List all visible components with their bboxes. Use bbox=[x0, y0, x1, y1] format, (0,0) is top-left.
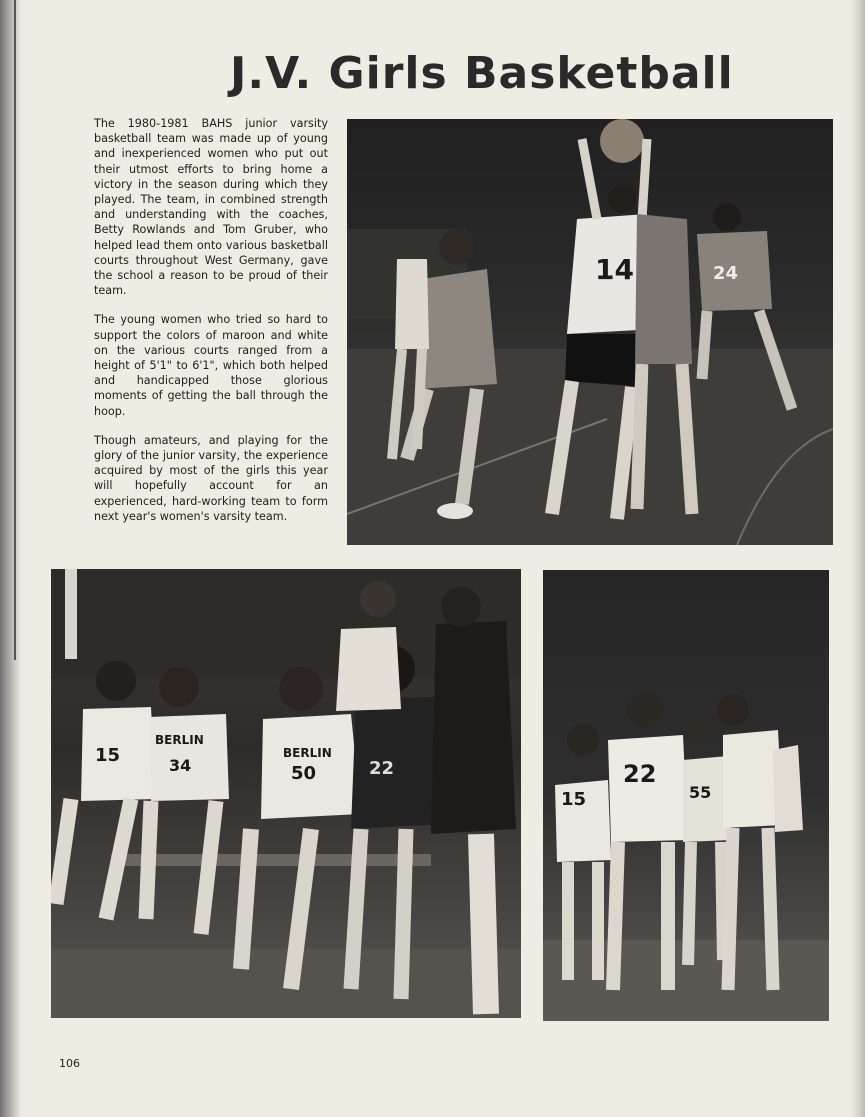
page-number: 106 bbox=[59, 1057, 80, 1070]
jersey-number-22: 22 bbox=[369, 758, 395, 779]
photo-game-action bbox=[347, 119, 833, 545]
jersey-number-14: 14 bbox=[595, 253, 634, 286]
paragraph-3: Though amateurs, and playing for the glory of the junior varsity, the experience acquired by most of the girls this year will hopefully account for an experienced, hard-working team to form next year's women's varsity team. bbox=[94, 433, 328, 523]
jersey-number-22b: 22 bbox=[623, 760, 657, 788]
jersey-text-berlin-2: BERLIN bbox=[283, 746, 332, 760]
binding-shadow bbox=[0, 0, 22, 1117]
jersey-number-15: 15 bbox=[95, 745, 121, 766]
photo-team-huddle bbox=[543, 570, 829, 1021]
binding-line bbox=[14, 0, 16, 660]
jersey-number-15b: 15 bbox=[561, 789, 587, 810]
paragraph-1: The 1980-1981 BAHS junior varsity basketball team was made up of young and inexperienced women who put out their utmost efforts to bring home a victory in the season during which they played. The team, in combined strength and understanding with the coaches, Betty Rowlands and Tom Gruber, who helped lead them onto various basketball courts throughout West Germany, gave the school a reason to be proud of their team. bbox=[94, 117, 328, 298]
jersey-number-50: 50 bbox=[291, 763, 317, 784]
jersey-number-34: 34 bbox=[169, 756, 192, 775]
photo-team-bench bbox=[51, 569, 521, 1018]
jersey-number-55: 55 bbox=[689, 783, 712, 802]
paragraph-2: The young women who tried so hard to support the colors of maroon and white on the various courts ranged from a height of 5'1" to 6'1", which both helped and handicapped those glorious moments of getting the ball through the hoop. bbox=[94, 313, 328, 418]
jersey-text-berlin-1: BERLIN bbox=[155, 733, 204, 747]
page-edge-shadow bbox=[851, 0, 865, 1117]
jersey-number-24: 24 bbox=[713, 263, 739, 284]
article-body bbox=[94, 116, 328, 538]
page-title: J.V. Girls Basketball bbox=[230, 48, 734, 99]
